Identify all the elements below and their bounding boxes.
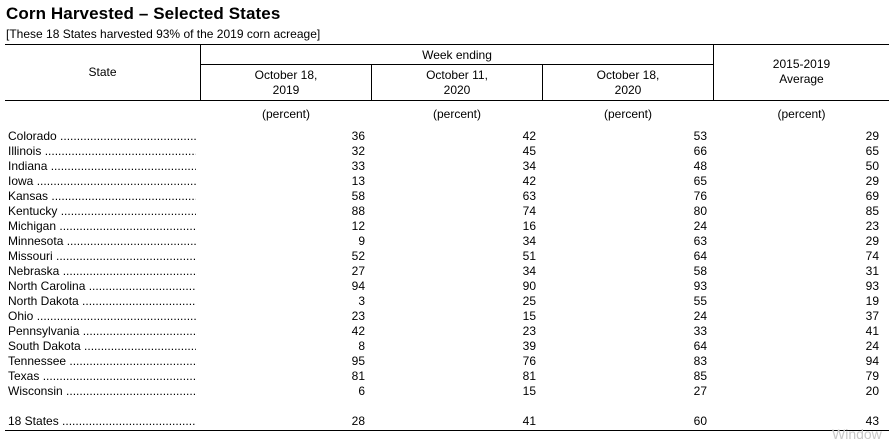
state-name: North Carolina ..... bbox=[8, 279, 196, 294]
value-oct18-2019: 6 bbox=[358, 384, 365, 398]
table-row bbox=[0, 294, 895, 309]
table-subtitle: [These 18 States harvested 93% of the 2019 corn acreage] bbox=[6, 27, 321, 41]
state-name: Kentucky ..... bbox=[8, 204, 196, 219]
table-row bbox=[0, 174, 895, 189]
state-name: Wisconsin ..... bbox=[8, 384, 196, 399]
state-name: Indiana ..... bbox=[8, 159, 196, 174]
total-label: 18 States ..... bbox=[8, 414, 196, 429]
table-row bbox=[0, 249, 895, 264]
value-oct11-2020: 45 bbox=[522, 144, 536, 158]
table-row bbox=[0, 354, 895, 369]
table-row bbox=[0, 189, 895, 204]
value-oct11-2020: 23 bbox=[522, 324, 536, 338]
table-row bbox=[0, 264, 895, 279]
total-oct18-2020: 60 bbox=[693, 414, 707, 428]
table-row bbox=[0, 339, 895, 354]
state-name: Iowa ..... bbox=[8, 174, 196, 189]
value-average: 93 bbox=[865, 279, 879, 293]
value-oct18-2019: 3 bbox=[358, 294, 365, 308]
value-oct11-2020: 42 bbox=[522, 129, 536, 143]
total-row bbox=[0, 414, 895, 429]
total-average: 43 bbox=[865, 414, 879, 428]
value-average: 94 bbox=[865, 354, 879, 368]
value-oct18-2019: 27 bbox=[351, 264, 365, 278]
value-average: 41 bbox=[865, 324, 879, 338]
value-average: 29 bbox=[865, 174, 879, 188]
value-oct11-2020: 51 bbox=[522, 249, 536, 263]
value-oct11-2020: 15 bbox=[522, 384, 536, 398]
value-average: 29 bbox=[865, 129, 879, 143]
state-name: Missouri ..... bbox=[8, 249, 196, 264]
table-row bbox=[0, 324, 895, 339]
state-name: Texas ..... bbox=[8, 369, 196, 384]
value-oct11-2020: 34 bbox=[522, 159, 536, 173]
value-oct11-2020: 16 bbox=[522, 219, 536, 233]
value-oct18-2020: 55 bbox=[693, 294, 707, 308]
week-ending-rule bbox=[201, 64, 713, 65]
value-oct18-2020: 58 bbox=[693, 264, 707, 278]
value-oct18-2019: 13 bbox=[351, 174, 365, 188]
value-oct18-2020: 85 bbox=[693, 369, 707, 383]
value-average: 74 bbox=[865, 249, 879, 263]
value-oct11-2020: 34 bbox=[522, 264, 536, 278]
value-oct18-2020: 66 bbox=[693, 144, 707, 158]
table-row bbox=[0, 234, 895, 249]
header-state: State bbox=[88, 65, 117, 79]
bottom-rule bbox=[5, 430, 889, 431]
value-average: 65 bbox=[865, 144, 879, 158]
header-col-3: October 18, 2020 bbox=[596, 68, 660, 97]
value-oct18-2019: 33 bbox=[351, 159, 365, 173]
state-name: Michigan ..... bbox=[8, 219, 196, 234]
value-oct18-2020: 24 bbox=[693, 309, 707, 323]
value-oct18-2020: 48 bbox=[693, 159, 707, 173]
state-name: Tennessee ..... bbox=[8, 354, 196, 369]
table-row bbox=[0, 144, 895, 159]
value-oct18-2020: 64 bbox=[693, 249, 707, 263]
value-oct18-2020: 53 bbox=[693, 129, 707, 143]
value-average: 29 bbox=[865, 234, 879, 248]
value-oct18-2019: 81 bbox=[351, 369, 365, 383]
unit-col-4: (percent) bbox=[777, 107, 826, 121]
value-oct18-2019: 88 bbox=[351, 204, 365, 218]
value-oct18-2020: 65 bbox=[693, 174, 707, 188]
value-average: 23 bbox=[865, 219, 879, 233]
value-average: 79 bbox=[865, 369, 879, 383]
value-oct18-2019: 32 bbox=[351, 144, 365, 158]
header-week-ending: Week ending bbox=[422, 48, 492, 62]
header-col-1: October 18, 2019 bbox=[254, 68, 318, 97]
header-col-4: 2015-2019 Average bbox=[772, 57, 831, 86]
value-oct11-2020: 15 bbox=[522, 309, 536, 323]
value-average: 85 bbox=[865, 204, 879, 218]
top-rule bbox=[5, 44, 889, 45]
value-oct11-2020: 74 bbox=[522, 204, 536, 218]
value-average: 37 bbox=[865, 309, 879, 323]
value-oct18-2019: 23 bbox=[351, 309, 365, 323]
value-oct11-2020: 25 bbox=[522, 294, 536, 308]
state-name: Minnesota ..... bbox=[8, 234, 196, 249]
value-average: 50 bbox=[865, 159, 879, 173]
unit-col-3: (percent) bbox=[603, 107, 653, 121]
value-average: 69 bbox=[865, 189, 879, 203]
value-average: 31 bbox=[865, 264, 879, 278]
table-row bbox=[0, 159, 895, 174]
header-bottom-rule bbox=[5, 100, 889, 101]
value-oct18-2020: 64 bbox=[693, 339, 707, 353]
table-row bbox=[0, 309, 895, 324]
state-name: North Dakota ..... bbox=[8, 294, 196, 309]
value-oct11-2020: 90 bbox=[522, 279, 536, 293]
value-oct11-2020: 39 bbox=[522, 339, 536, 353]
value-oct18-2020: 27 bbox=[693, 384, 707, 398]
value-average: 24 bbox=[865, 339, 879, 353]
unit-col-2: (percent) bbox=[432, 107, 482, 121]
value-oct18-2020: 80 bbox=[693, 204, 707, 218]
total-oct18-2019: 28 bbox=[351, 414, 365, 428]
value-oct18-2019: 9 bbox=[358, 234, 365, 248]
value-average: 20 bbox=[865, 384, 879, 398]
activation-watermark: Window bbox=[832, 426, 882, 442]
state-name: Pennsylvania ..... bbox=[8, 324, 196, 339]
state-name: Colorado ..... bbox=[8, 129, 196, 144]
table-row bbox=[0, 129, 895, 144]
value-oct18-2020: 24 bbox=[693, 219, 707, 233]
state-name: Kansas ..... bbox=[8, 189, 196, 204]
value-oct18-2020: 76 bbox=[693, 189, 707, 203]
table-title: Corn Harvested – Selected States bbox=[6, 4, 281, 23]
state-name: Ohio ..... bbox=[8, 309, 196, 324]
value-oct18-2019: 52 bbox=[351, 249, 365, 263]
total-oct11-2020: 41 bbox=[522, 414, 536, 428]
header-col-2: October 11, 2020 bbox=[426, 68, 488, 97]
table-row bbox=[0, 384, 895, 399]
value-oct18-2020: 93 bbox=[693, 279, 707, 293]
value-oct18-2019: 58 bbox=[351, 189, 365, 203]
value-average: 19 bbox=[865, 294, 879, 308]
value-oct11-2020: 76 bbox=[522, 354, 536, 368]
state-name: Illinois ..... bbox=[8, 144, 196, 159]
state-name: South Dakota ..... bbox=[8, 339, 196, 354]
value-oct18-2020: 63 bbox=[693, 234, 707, 248]
table-row bbox=[0, 204, 895, 219]
value-oct18-2019: 8 bbox=[358, 339, 365, 353]
unit-col-1: (percent) bbox=[261, 107, 311, 121]
value-oct18-2020: 33 bbox=[693, 324, 707, 338]
value-oct18-2019: 36 bbox=[351, 129, 365, 143]
value-oct18-2020: 83 bbox=[693, 354, 707, 368]
value-oct18-2019: 94 bbox=[351, 279, 365, 293]
value-oct11-2020: 42 bbox=[522, 174, 536, 188]
value-oct11-2020: 34 bbox=[522, 234, 536, 248]
value-oct18-2019: 42 bbox=[351, 324, 365, 338]
value-oct18-2019: 95 bbox=[351, 354, 365, 368]
value-oct11-2020: 63 bbox=[522, 189, 536, 203]
state-name: Nebraska ..... bbox=[8, 264, 196, 279]
table-row bbox=[0, 219, 895, 234]
table-row bbox=[0, 369, 895, 384]
value-oct18-2019: 12 bbox=[351, 219, 365, 233]
table-row bbox=[0, 279, 895, 294]
value-oct11-2020: 81 bbox=[522, 369, 536, 383]
